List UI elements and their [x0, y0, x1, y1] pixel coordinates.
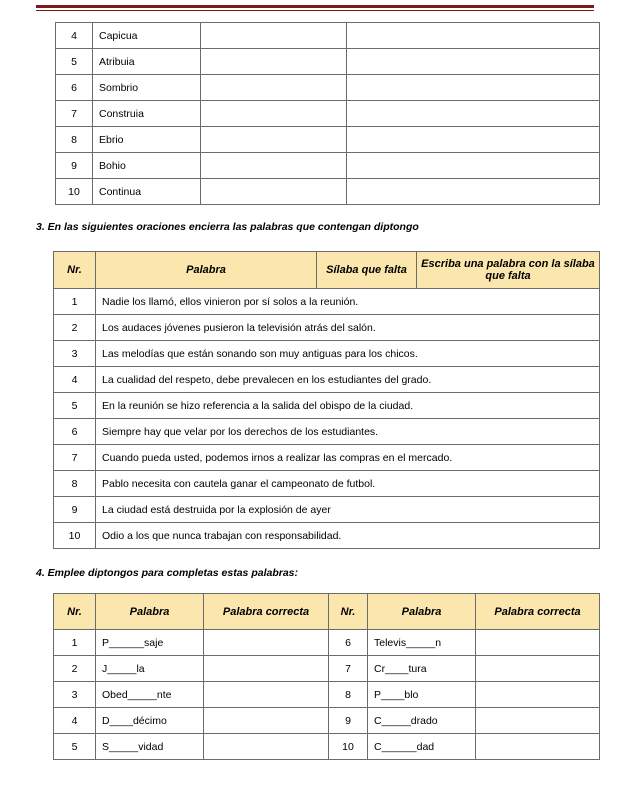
- table-complete-words: [53, 593, 600, 760]
- table-row: [54, 315, 600, 341]
- row-number: 2: [54, 315, 96, 341]
- answer-cell[interactable]: [347, 101, 600, 127]
- answer-cell[interactable]: [347, 127, 600, 153]
- incomplete-word: J_____la: [96, 656, 204, 682]
- incomplete-word: P______saje: [96, 630, 204, 656]
- answer-cell[interactable]: [204, 630, 329, 656]
- table-row: [54, 497, 600, 523]
- answer-cell[interactable]: [201, 127, 347, 153]
- sentence-text[interactable]: En la reunión se hizo referencia a la salida del obispo de la ciudad.: [96, 393, 600, 419]
- section-4-title: 4. Emplee diptongos para completas estas palabras:: [36, 567, 299, 579]
- answer-cell[interactable]: [476, 682, 600, 708]
- row-number: 6: [329, 630, 368, 656]
- sentence-text[interactable]: Cuando pueda usted, podemos irnos a realizar las compras en el mercado.: [96, 445, 600, 471]
- answer-cell[interactable]: [347, 153, 600, 179]
- incomplete-word: C______dad: [368, 734, 476, 760]
- row-number: 9: [329, 708, 368, 734]
- table-row: [56, 49, 600, 75]
- answer-cell[interactable]: [476, 656, 600, 682]
- row-number: 10: [56, 179, 93, 205]
- row-number: 2: [54, 656, 96, 682]
- answer-cell[interactable]: [201, 75, 347, 101]
- row-number: 8: [54, 471, 96, 497]
- header-silaba-falta: Sílaba que falta: [317, 252, 417, 289]
- table-row: [54, 682, 600, 708]
- table-row: [54, 734, 600, 760]
- table-row: [56, 75, 600, 101]
- header-escriba-palabra: Escriba una palabra con la sílaba que falta: [417, 252, 600, 289]
- sentence-text[interactable]: La ciudad está destruida por la explosión de ayer: [96, 497, 600, 523]
- row-number: 9: [54, 497, 96, 523]
- row-word: Sombrio: [93, 75, 201, 101]
- table-row: [56, 23, 600, 49]
- table-row: [54, 445, 600, 471]
- row-number: 10: [329, 734, 368, 760]
- row-number: 4: [56, 23, 93, 49]
- sentence-text[interactable]: La cualidad del respeto, debe prevalecen en los estudiantes del grado.: [96, 367, 600, 393]
- row-word: Ebrio: [93, 127, 201, 153]
- incomplete-word: Cr____tura: [368, 656, 476, 682]
- table-row: [56, 179, 600, 205]
- table-row: [54, 471, 600, 497]
- sentence-text[interactable]: Pablo necesita con cautela ganar el campeonato de futbol.: [96, 471, 600, 497]
- row-number: 1: [54, 630, 96, 656]
- answer-cell[interactable]: [347, 49, 600, 75]
- header-palabra-correcta-2: Palabra correcta: [476, 594, 600, 630]
- sentence-text[interactable]: Las melodías que están sonando son muy antiguas para los chicos.: [96, 341, 600, 367]
- table-row: [54, 656, 600, 682]
- header-rule-thick: [36, 5, 594, 8]
- row-word: Capicua: [93, 23, 201, 49]
- incomplete-word: Obed_____nte: [96, 682, 204, 708]
- row-word: Atribuia: [93, 49, 201, 75]
- row-number: 5: [54, 393, 96, 419]
- header-palabra: Palabra: [96, 252, 317, 289]
- row-number: 1: [54, 289, 96, 315]
- table-row: [56, 127, 600, 153]
- table-row: [54, 367, 600, 393]
- row-number: 9: [56, 153, 93, 179]
- table-hiatus-body: [56, 23, 600, 205]
- answer-cell[interactable]: [201, 49, 347, 75]
- row-number: 10: [54, 523, 96, 549]
- row-number: 8: [56, 127, 93, 153]
- row-number: 4: [54, 708, 96, 734]
- sentence-text[interactable]: Nadie los llamó, ellos vinieron por sí solos a la reunión.: [96, 289, 600, 315]
- answer-cell[interactable]: [204, 656, 329, 682]
- table-complete-body: [54, 630, 600, 760]
- table-sentences-body: [54, 289, 600, 549]
- answer-cell[interactable]: [204, 708, 329, 734]
- sentence-text[interactable]: Los audaces jóvenes pusieron la televisión atrás del salón.: [96, 315, 600, 341]
- header-palabra-correcta-1: Palabra correcta: [204, 594, 329, 630]
- table-row: [56, 101, 600, 127]
- table-row: [54, 341, 600, 367]
- row-number: 3: [54, 682, 96, 708]
- answer-cell[interactable]: [204, 734, 329, 760]
- row-number: 6: [54, 419, 96, 445]
- incomplete-word: C_____drado: [368, 708, 476, 734]
- header-nr: Nr.: [54, 252, 96, 289]
- header-palabra-1: Palabra: [96, 594, 204, 630]
- row-number: 8: [329, 682, 368, 708]
- header-palabra-2: Palabra: [368, 594, 476, 630]
- sentence-text[interactable]: Odio a los que nunca trabajan con responsabilidad.: [96, 523, 600, 549]
- incomplete-word: Televis_____n: [368, 630, 476, 656]
- incomplete-word: D____décimo: [96, 708, 204, 734]
- table-row: [54, 289, 600, 315]
- row-number: 7: [56, 101, 93, 127]
- row-number: 6: [56, 75, 93, 101]
- answer-cell[interactable]: [204, 682, 329, 708]
- table-row: [56, 153, 600, 179]
- answer-cell[interactable]: [476, 734, 600, 760]
- row-number: 7: [329, 656, 368, 682]
- row-number: 7: [54, 445, 96, 471]
- table-row: [54, 708, 600, 734]
- answer-cell[interactable]: [201, 153, 347, 179]
- row-word: Construia: [93, 101, 201, 127]
- answer-cell[interactable]: [201, 101, 347, 127]
- table-row: [54, 630, 600, 656]
- sentence-text[interactable]: Siempre hay que velar por los derechos de los estudiantes.: [96, 419, 600, 445]
- table-row: [54, 393, 600, 419]
- incomplete-word: P____blo: [368, 682, 476, 708]
- row-number: 5: [54, 734, 96, 760]
- header-nr-2: Nr.: [329, 594, 368, 630]
- incomplete-word: S_____vidad: [96, 734, 204, 760]
- table-row: [54, 523, 600, 549]
- answer-cell[interactable]: [201, 23, 347, 49]
- table-diphthong-sentences: [53, 251, 600, 549]
- table-hiatus-words: [55, 22, 600, 205]
- row-word: Continua: [93, 179, 201, 205]
- answer-cell[interactable]: [347, 23, 600, 49]
- row-number: 3: [54, 341, 96, 367]
- answer-cell[interactable]: [476, 630, 600, 656]
- answer-cell[interactable]: [201, 179, 347, 205]
- answer-cell[interactable]: [347, 179, 600, 205]
- row-word: Bohio: [93, 153, 201, 179]
- section-3-title: 3. En las siguientes oraciones encierra las palabras que contengan diptongo: [36, 221, 419, 233]
- table-row: [54, 419, 600, 445]
- row-number: 4: [54, 367, 96, 393]
- row-number: 5: [56, 49, 93, 75]
- header-nr-1: Nr.: [54, 594, 96, 630]
- answer-cell[interactable]: [347, 75, 600, 101]
- header-rule-thin: [36, 10, 594, 11]
- answer-cell[interactable]: [476, 708, 600, 734]
